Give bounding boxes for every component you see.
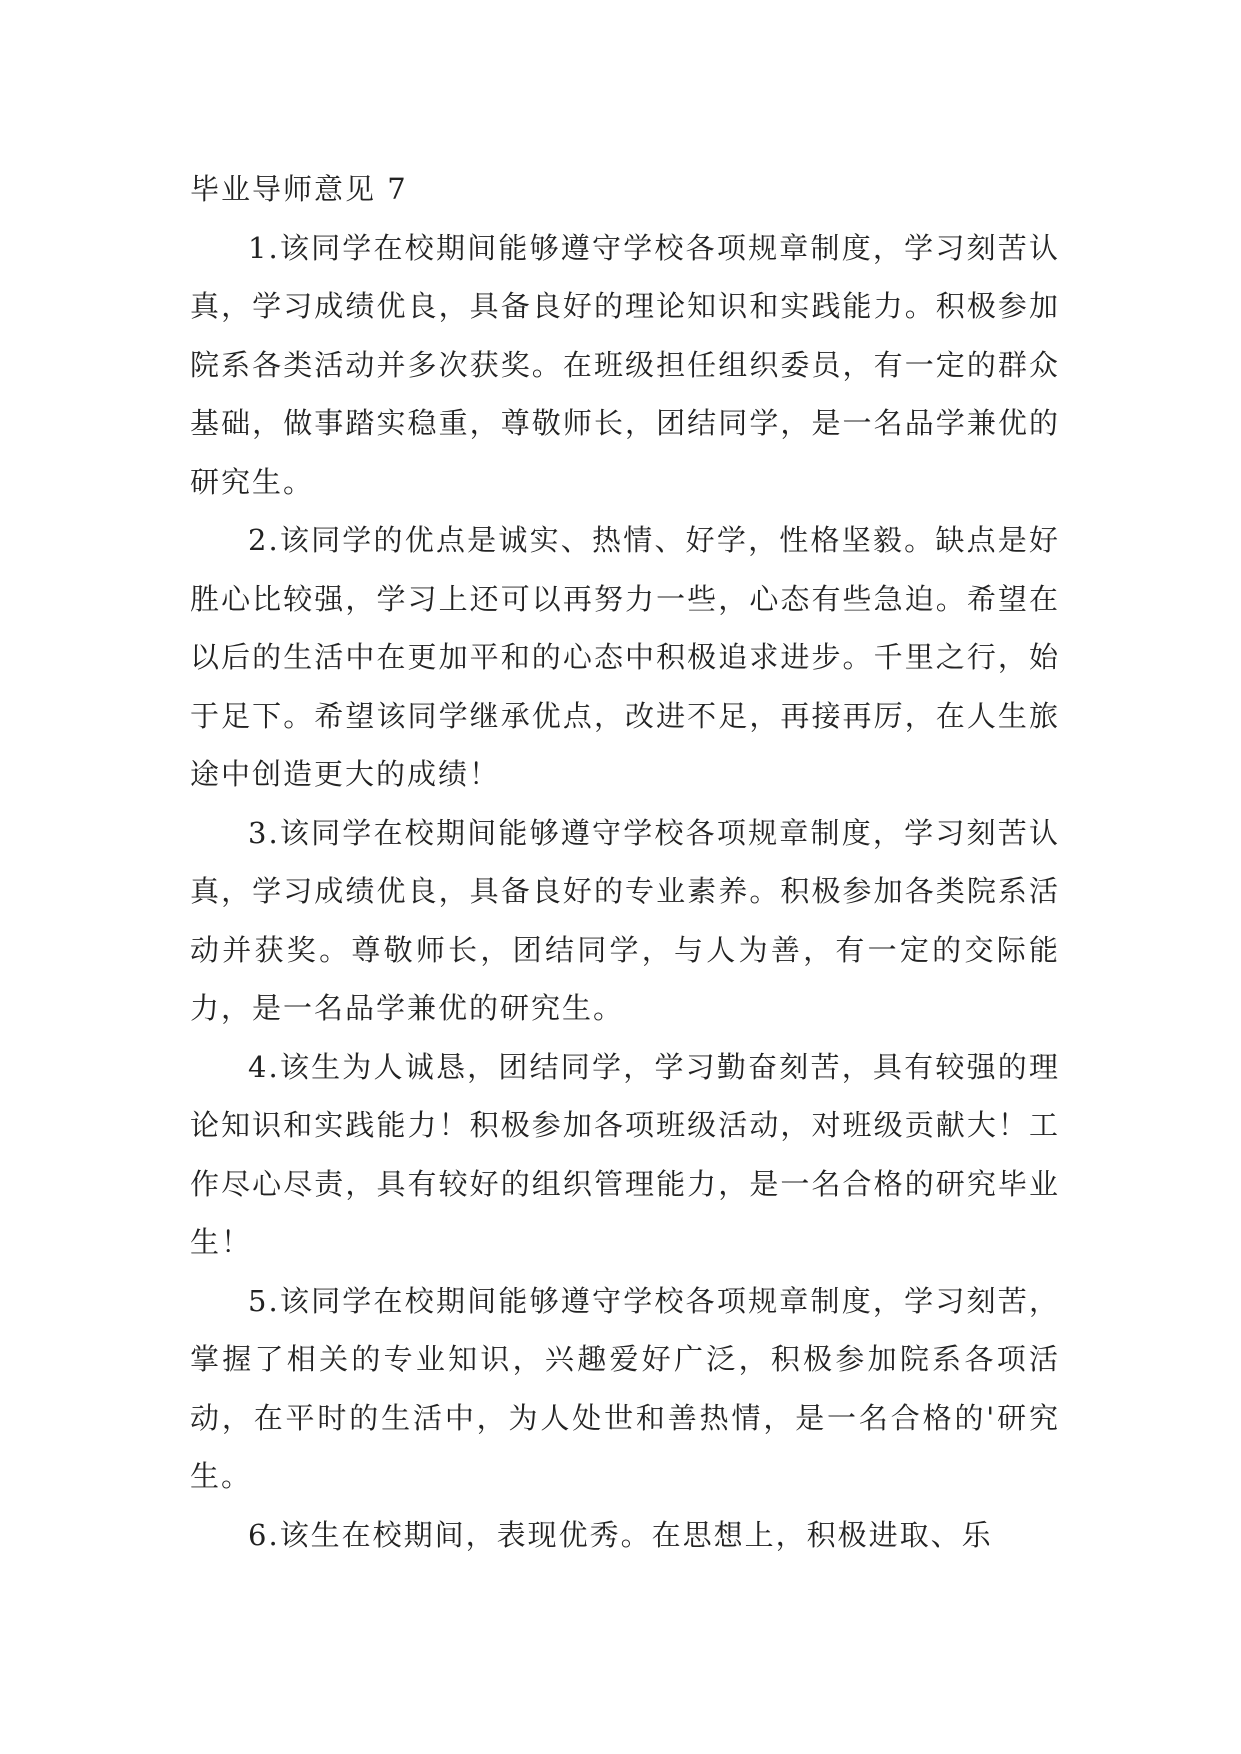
paragraph-1: 1.该同学在校期间能够遵守学校各项规章制度，学习刻苦认真，学习成绩优良，具备良好的理论知识和实践能力。积极参加院系各类活动并多次获奖。在班级担任组织委员，有一定的群众基础，做事踏实稳重，尊敬师长，团结同学，是一名品学兼优的研究生。 — [190, 230, 1060, 499]
paragraph-5: 5.该同学在校期间能够遵守学校各项规章制度，学习刻苦，掌握了相关的专业知识，兴趣爱好广泛，积极参加院系各项活动，在平时的生活中，为人处世和善热情，是一名合格的'研究生。 — [190, 1283, 1060, 1493]
document-title: 毕业导师意见 7 — [190, 172, 408, 206]
paragraph-3: 3.该同学在校期间能够遵守学校各项规章制度，学习刻苦认真，学习成绩优良，具备良好的专业素养。积极参加各类院系活动并获奖。尊敬师长，团结同学，与人为善，有一定的交际能力，是一名品学兼优的研究生。 — [190, 815, 1060, 1025]
paragraph-6: 6.该生在校期间，表现优秀。在思想上，积极进取、乐 — [248, 1517, 993, 1552]
paragraph-4: 4.该生为人诚恳，团结同学，学习勤奋刻苦，具有较强的理论知识和实践能力！积极参加各项班级活动，对班级贡献大！工作尽心尽责，具有较好的组织管理能力，是一名合格的研究毕业生！ — [190, 1049, 1060, 1259]
paragraph-2: 2.该同学的优点是诚实、热情、好学，性格坚毅。缺点是好胜心比较强，学习上还可以再努力一些，心态有些急迫。希望在以后的生活中在更加平和的心态中积极追求进步。千里之行，始于足下。希望该同学继承优点，改进不足，再接再厉，在人生旅途中创造更大的成绩！ — [190, 523, 1060, 791]
document-body — [190, 160, 1060, 1564]
